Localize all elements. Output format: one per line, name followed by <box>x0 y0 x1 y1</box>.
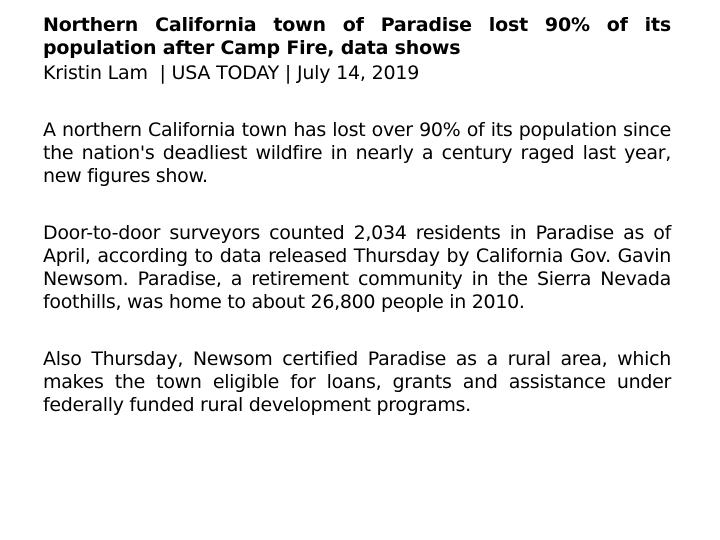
article <box>43 14 671 417</box>
article-paragraph-2: Door-to-door surveyors counted 2,034 residents in Paradise as of April, according to data released Thursday by California Gov. Gavin Newsom. Paradise, a retirement community in the Sierra Nevada foothills, was home to about 26,800 people in 2010. <box>43 222 671 313</box>
article-paragraph-1: A northern California town has lost over 90% of its population since the nation's deadliest wildfire in nearly a century raged last year, new figures show. <box>43 119 671 187</box>
article-paragraph-3: Also Thursday, Newsom certified Paradise as a rural area, which makes the town eligible for loans, grants and assistance under federally funded rural development programs. <box>43 348 671 416</box>
article-byline: Kristin Lam | USA TODAY | July 14, 2019 <box>43 62 420 84</box>
article-headline: Northern California town of Paradise lost 90% of its population after Camp Fire, data shows <box>43 14 671 59</box>
